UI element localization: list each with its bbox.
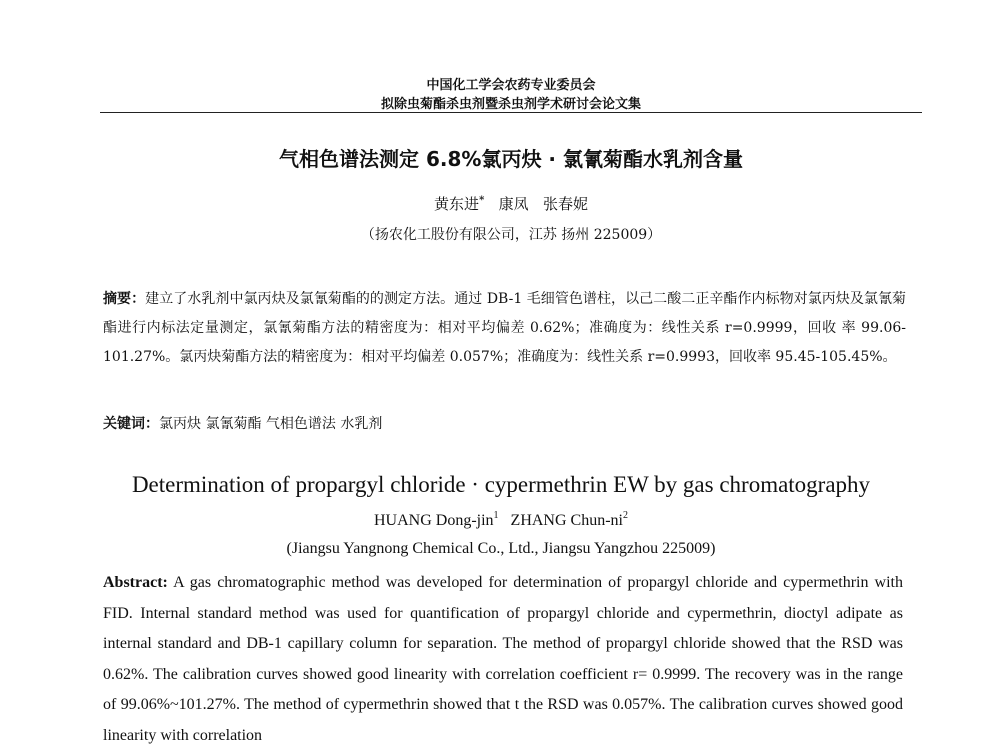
abstract-text-en: A gas chromatographic method was developed for determination of propargyl chloride and cypermethrin with FID. Internal standard method was used for quantification of propargyl chloride and cypermethrin, dioctyl adipate as internal standard and DB-1 capillary column for separation. The method of propargyl chloride showed that the RSD was 0.62%. The calibration curves showed good linearity with correlation coefficient r= 0.9999. The recovery was in the range of 99.06%~101.27%. The method of cypermethrin showed that t the RSD was 0.057%. The calibration curves showed good linearity with correlation bbox=[103, 574, 903, 744]
header-rule bbox=[100, 112, 922, 113]
author-2-en: ZHANG Chun-ni bbox=[510, 512, 623, 529]
author-3-cn: 张春妮 bbox=[542, 195, 588, 213]
abstract-en bbox=[103, 568, 903, 751]
corresponding-author-mark: * bbox=[479, 195, 485, 206]
author-2-affil-mark: 2 bbox=[622, 510, 628, 521]
authors-en bbox=[100, 510, 902, 530]
affiliation-cn: （扬农化工股份有限公司，江苏 扬州 225009） bbox=[360, 227, 662, 243]
abstract-cn bbox=[103, 285, 906, 372]
paper-title-en: Determination of propargyl chloride · cypermethrin EW by gas chromatography bbox=[131, 472, 871, 497]
keywords-label-cn: 关键词： bbox=[103, 416, 159, 432]
author-1-cn: 黄东进 bbox=[434, 195, 480, 213]
keywords-cn bbox=[103, 413, 906, 433]
abstract-text-cn: 建立了水乳剂中氯丙炔及氯氰菊酯的的测定方法。通过 DB-1 毛细管色谱柱，以己二酸二正辛酯作内标物对氯丙炔及氯氰菊酯进行内标法定量测定，氯氰菊酯方法的精密度为：相对平均偏差 0.62%；准确度为：线性关系 r=0.9999，回收 率 99.06-101.27%。氯丙炔菊酯方法的精密度为：相对平均偏差 0.057%；准确度为：线性关系 r=0.9993，回收率 95.45-105.45%。 bbox=[103, 291, 907, 365]
affiliation-en: (Jiangsu Yangnong Chemical Co., Ltd., Jiangsu Yangzhou 225009) bbox=[286, 540, 716, 557]
abstract-label-cn: 摘要： bbox=[103, 291, 146, 307]
paper-title-cn: 气相色谱法测定 6.8%氯丙炔 · 氯氰菊酯水乳剂含量 bbox=[279, 147, 743, 171]
author-1-affil-mark: 1 bbox=[493, 510, 499, 521]
authors-cn bbox=[100, 193, 922, 214]
author-2-cn: 康凤 bbox=[498, 195, 529, 213]
proceedings-organization: 中国化工学会农药专业委员会 bbox=[426, 78, 596, 93]
proceedings-title: 拟除虫菊酯杀虫剂暨杀虫剂学术研讨会论文集 bbox=[380, 97, 641, 112]
abstract-label-en: Abstract: bbox=[103, 574, 168, 591]
author-1-en: HUANG Dong-jin bbox=[374, 512, 494, 529]
keywords-text-cn: 氯丙炔 氯氰菊酯 气相色谱法 水乳剂 bbox=[159, 416, 383, 432]
